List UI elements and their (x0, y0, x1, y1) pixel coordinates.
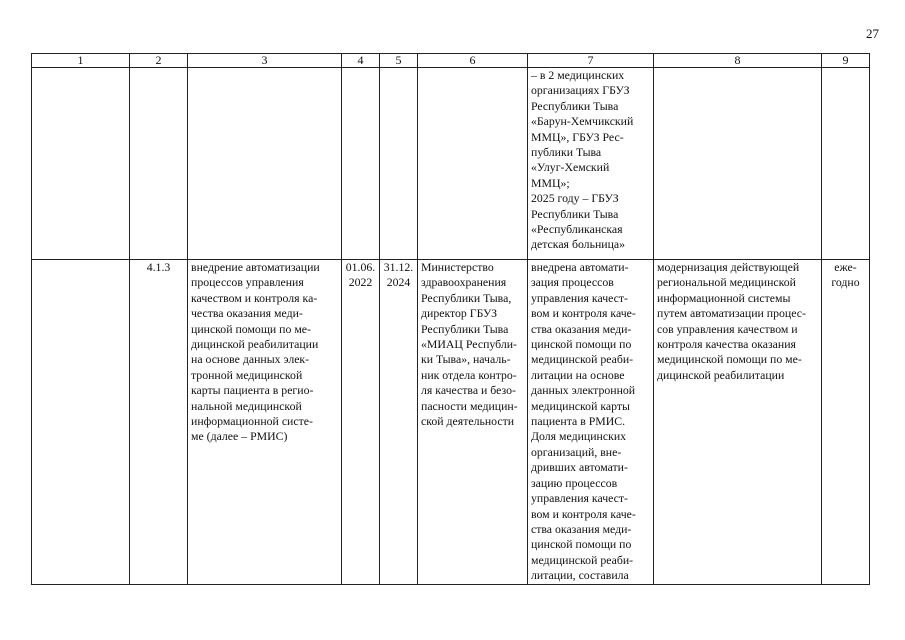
header-cell: 7 (528, 54, 654, 68)
table-cell (822, 68, 870, 260)
results-cell: – в 2 медицинских организациях ГБУЗ Республики Тыва «Барун-Хемчикский ММЦ», ГБУЗ Рес- публики Тыва «Улуг-Хемский ММЦ»; 2025 году – ГБУЗ Республики Тыва «Республиканская детская больница» (528, 68, 654, 260)
table-cell (380, 68, 418, 260)
item-number-cell: 4.1.3 (130, 260, 188, 585)
table-row (32, 68, 870, 260)
table-row (32, 260, 870, 585)
responsible-cell: Министерство здравоохранения Республики Тыва, директор ГБУЗ Республики Тыва «МИАЦ Республи- ки Тыва», началь- ник отдела контро- ля качества и безо- пасности медицин- ской деятельности (418, 260, 528, 585)
table-cell (342, 68, 380, 260)
table-cell (188, 68, 342, 260)
header-cell: 9 (822, 54, 870, 68)
header-row (32, 54, 870, 68)
frequency-cell: еже- годно (822, 260, 870, 585)
page-number: 27 (866, 26, 879, 41)
header-cell: 6 (418, 54, 528, 68)
table-cell (32, 68, 130, 260)
header-cell: 2 (130, 54, 188, 68)
table-cell (654, 68, 822, 260)
header-cell: 5 (380, 54, 418, 68)
plan-table (31, 53, 870, 585)
header-cell: 3 (188, 54, 342, 68)
activity-cell: внедрение автоматизации процессов управления качеством и контроля ка- чества оказания меди- цинской помощи по ме- дицинской реабилитации на основе данных элек- тронной медицинской карты пациента в регио- нальной медицинской информационной систе- ме (далее – РМИС) (188, 260, 342, 585)
header-cell: 1 (32, 54, 130, 68)
header-cell: 4 (342, 54, 380, 68)
results-cell: внедрена автомати- зация процессов управления качест- вом и контроля каче- ства оказания меди- цинской помощи по медицинской реаби- литации на основе данных электронной медицинской карты пациента в РМИС. Доля медицинских организаций, вне- дривших автомати- зацию процессов управления качест- вом и контроля каче- ства оказания меди- цинской помощи по медицинской реаби- литации, составила (528, 260, 654, 585)
end-date-cell: 31.12. 2024 (380, 260, 418, 585)
table-cell (32, 260, 130, 585)
header-cell: 8 (654, 54, 822, 68)
characteristic-cell: модернизация действующей региональной медицинской информационной системы путем автоматизации процес- сов управления качеством и контроля качества оказания медицинской помощи по ме- дицинской реабилитации (654, 260, 822, 585)
start-date-cell: 01.06. 2022 (342, 260, 380, 585)
table-cell (130, 68, 188, 260)
table-cell (418, 68, 528, 260)
